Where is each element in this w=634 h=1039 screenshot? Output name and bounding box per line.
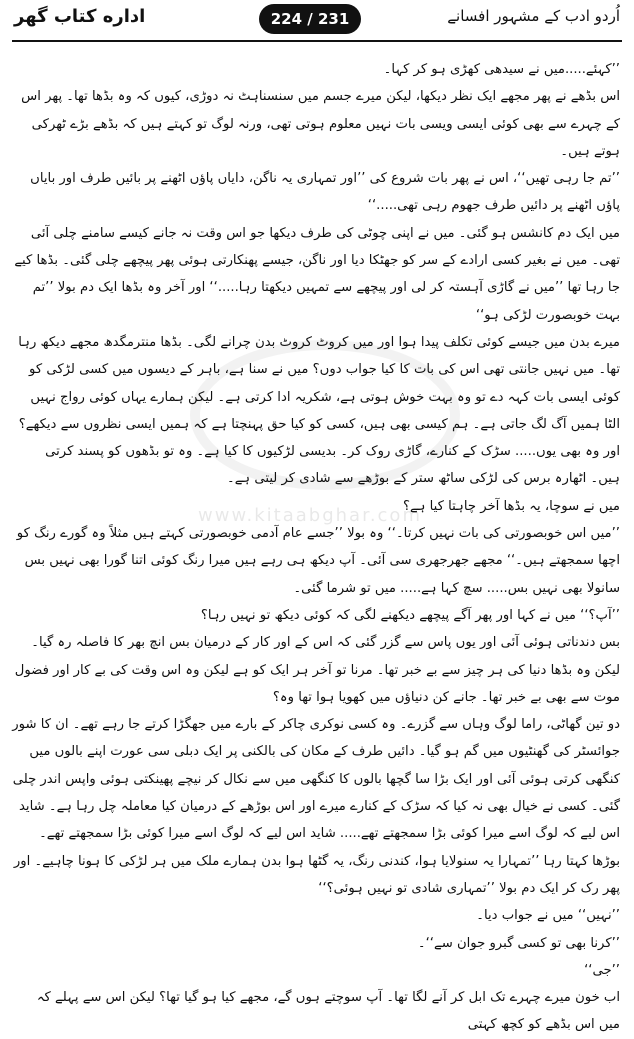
book-title: اُردو ادب کے مشہور افسانے — [447, 7, 620, 25]
paragraph: دو تین گھاٹی، راما لوگ وہاں سے گزرے۔ وہ کسی نوکری چاکر کے بارے میں جھگڑا کرتے جا رہے تھے۔ ان کا شور جوائسٹر کی گھنٹیوں میں گم ہو گیا۔ دائیں طرف کے مکان کی بالکنی پر ایک دبلی سی عورت اپنے بالوں میں کنگھی کرتی ہوئی آئی اور ایک بڑا سا گچھا بالوں کا کنگھی میں سے نکال کر نیچے پھینکتی ہوئی واپس اندر چلی گئی۔ کسی نے خیال بھی نہ کیا کہ سڑک کے کنارے میرے اور اس بوڑھے کے درمیان کیا معاملہ چل رہا ہے۔ شاید اس لیے کہ لوگ اسے میرا کوئی بڑا سمجھتے تھے..... شاید اس لیے کہ لوگ اسے میرا کوئی بڑا سمجھتے تھے۔ بوڑھا کہتا رہا ’’تمہارا یہ سنولایا ہوا، کندنی رنگ، یہ گٹھا ہوا بدن ہمارے ملک میں ہر لڑکی کا ہونا چاہیے۔ اور پھر رک کر ایک دم بولا ’’تمہاری شادی تو نہیں ہوئی؟‘‘ — [12, 717, 620, 896]
paragraph: ’’آپ؟‘‘ میں نے کہا اور پھر آگے پیچھے دیکھنے لگی کہ کوئی دیکھ تو نہیں رہا؟ — [200, 607, 620, 623]
paragraph: بس دندناتی ہوئی آئی اور یوں پاس سے گزر گئی کہ اس کے اور کار کے درمیان بس انچ بھر کا فاصلہ رہ گیا۔ لیکن وہ بڈھا دنیا کی ہر چیز سے بے خبر تھا۔ مرنا تو آخر ہر ایک کو ہے لیکن وہ اس وقت کی بے کار اور فضول موت سے بھی بے خبر تھا۔ جانے کن دنیاؤں میں کھویا ہوا تھا وہ؟ — [14, 635, 620, 705]
header-divider — [12, 40, 622, 42]
paragraph: ’’جی‘‘ — [584, 962, 620, 978]
paragraph: ’’نہیں‘‘ میں نے جواب دیا۔ — [476, 908, 620, 924]
page-header — [0, 0, 634, 46]
watermark-text: www.kitaabghar.com — [198, 505, 422, 526]
paragraph: میرے بدن میں جیسے کوئی تکلف پیدا ہوا اور میں کروٹ کروٹ بدن چرانے لگی۔ بڈھا منترمگدھ مجھے دیکھ رہا تھا۔ میں نہیں جانتی تھی اس کی بات کا کیا جواب دوں؟ میں نے سنا ہے، باہر کے دیسوں میں کسی لڑکی کو کوئی ایسی بات کہہ دے تو وہ بہت خوش ہوتی ہے، شکریہ ادا کرتی ہے۔ لیکن ہمارے یہاں کوئی رواج نہیں الٹا ہمیں آگ لگ جاتی ہے۔ ہم کیسی بھی ہیں، کسی کو کیا حق پہنچتا ہے کہ ہمیں ایسی نظروں سے دیکھے؟ اور وہ بھی یوں..... سڑک کے کنارے، گاڑی روک کر۔ بدیسی لڑکیوں کا کیا ہے۔ وہ تو بڈھوں کو پسند کرتی ہیں۔ اٹھارہ برس کی لڑکی ساٹھ ستر کے بوڑھے سے شادی کر لیتی ہے۔ — [18, 334, 620, 487]
paragraph: ’’کہئے.....میں نے سیدھی کھڑی ہو کر کہا۔ — [383, 62, 620, 77]
paragraph: ’’تم جا رہی تھیں‘‘، اس نے پھر بات شروع کی ’’اور تمہاری یہ ناگن، دایاں پاؤں اٹھنے پر بائیں طرف اور بایاں پاؤں اٹھنے پر دائیں طرف جھوم رہی تھی.....‘‘ — [30, 171, 620, 214]
paragraph: اس بڈھے نے پھر مجھے ایک نظر دیکھا، لیکن میرے جسم میں سنسناہٹ نہ دوڑی، کیوں کہ وہ بڈھا تھا۔ پھر اس کے چہرے سے بھی کوئی ایسی ویسی بات نہیں معلوم ہوتی تھی، ورنہ لوگ تو کہتے ہیں کہ بڈھے بڑے ٹھرکی ہوتے ہیں۔ — [21, 89, 620, 159]
story-body — [12, 56, 620, 1033]
page-number-badge: 224 / 231 — [259, 4, 361, 34]
paragraph: ’’میں اس خوبصورتی کی بات نہیں کرتا۔‘‘ وہ بولا ’’جسے عام آدمی خوبصورتی کہتے ہیں مثلاً وہ گورے رنگ کو اچھا سمجھتے ہیں۔‘‘ مجھے جھرجھری سی آئی۔ آپ دیکھ ہی رہے ہیں میرا رنگ کوئی اتنا گورا بھی نہیں بس سانولا بھی نہیں بس..... سچ کہا ہے..... میں تو شرما گئی۔ — [16, 526, 620, 596]
paragraph: ’’کرنا بھی تو کسی گبرو جوان سے‘‘۔ — [417, 935, 620, 951]
paragraph: میں نے سوچا، یہ بڈھا آخر چاہتا کیا ہے؟ — [403, 498, 620, 514]
paragraph: اب خون میرے چہرے تک ابل کر آنے لگا تھا۔ آپ سوچتے ہوں گے، مجھے کیا ہو گیا تھا؟ لیکن اس سے پہلے کہ میں اس بڈھے کو کچھ کہتی — [36, 990, 620, 1033]
paragraph: میں ایک دم کانشس ہو گئی۔ میں نے اپنی چوٹی کی طرف دیکھا جو اس وقت نہ جانے کیسے سامنے چلی آئی تھی۔ میں نے بغیر کسی ارادے کے سر کو جھٹکا دیا اور ناگن، جیسے پھنکارتی ہوئی پھر پیچھے چلی گئی۔ بڈھا کیے جا رہا تھا ’’میں نے گاڑی آہستہ کر لی اور پیچھے سے تمہیں دیکھتا رہا.....‘‘ اور آخر وہ بڈھا ایک دم بولا ’’تم بہت خوبصورت لڑکی ہو‘‘ — [14, 225, 620, 323]
publisher-name: اداره کتاب گھر — [14, 6, 146, 27]
